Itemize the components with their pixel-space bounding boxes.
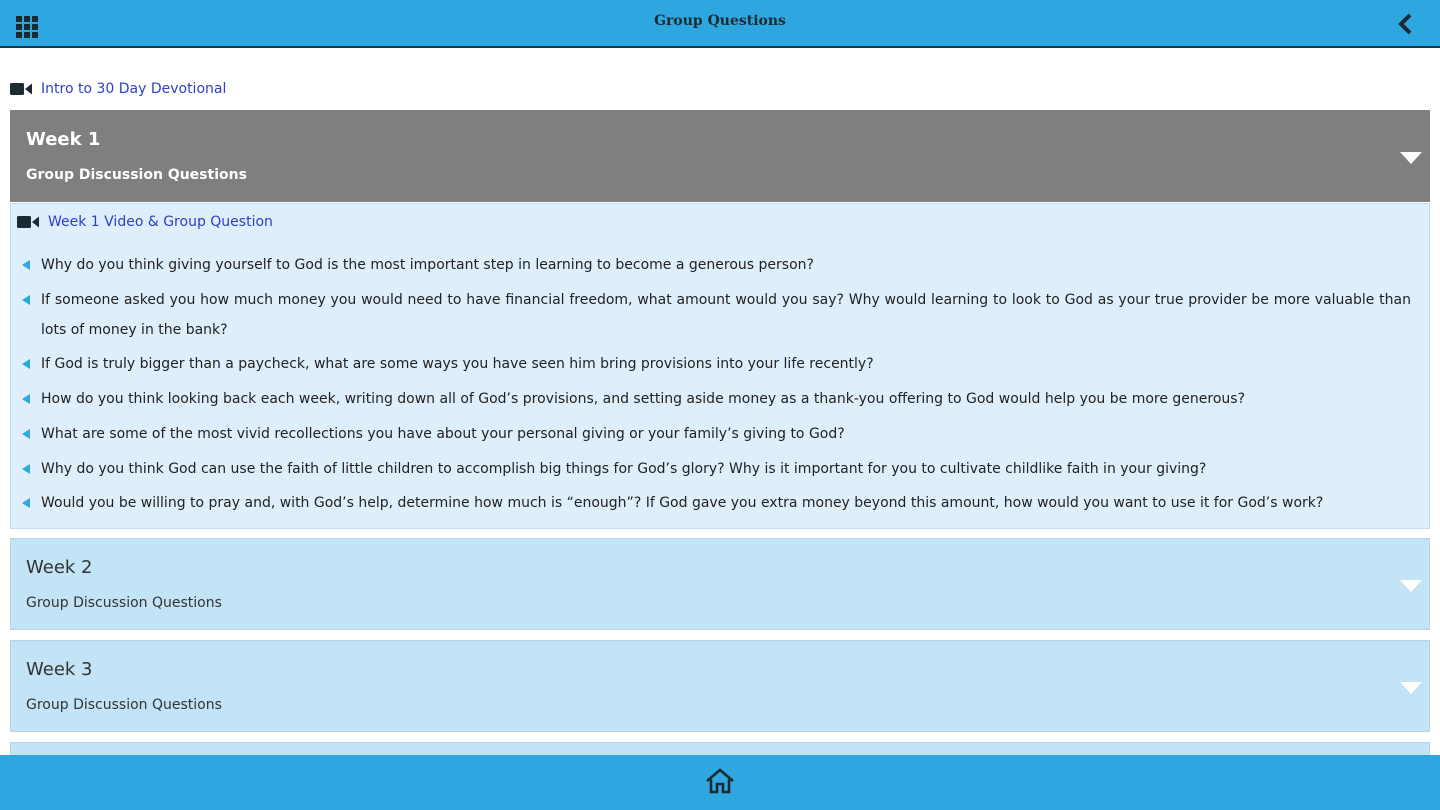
question-item [11,488,1431,518]
week-1-video-link-text: Week 1 Video & Group Question [48,214,273,230]
bottom-bar [0,755,1440,810]
triangle-left-icon [22,464,30,474]
week-title: Week 3 [26,659,93,680]
home-icon[interactable] [705,767,735,795]
question-item [11,454,1431,484]
intro-link-text: Intro to 30 Day Devotional [41,81,227,97]
question-item [11,419,1431,449]
question-text: If God is truly bigger than a paycheck, what are some ways you have seen him bring provisions into your life recently? [41,356,874,372]
triangle-left-icon [22,429,30,439]
week-subtitle: Group Discussion Questions [26,697,222,713]
question-text: Why do you think giving yourself to God is the most important step in learning to become a generous person? [41,257,814,273]
triangle-left-icon [22,295,30,305]
question-item [11,285,1431,345]
question-item [11,384,1431,414]
question-item [11,349,1431,379]
question-text: What are some of the most vivid recollections you have about your personal giving or your family’s giving to God? [41,426,845,442]
week-1-header[interactable] [10,110,1430,202]
question-text: Why do you think God can use the faith of little children to accomplish big things for God’s glory? Why is it important for you to cultivate childlike faith in your giving? [41,461,1207,477]
question-text: How do you think looking back each week, writing down all of God’s provisions, and setting aside money as a thank-you offering to God would help you be more generous? [41,391,1246,407]
chevron-left-icon[interactable] [1396,12,1414,36]
question-item [11,250,1431,280]
week-subtitle: Group Discussion Questions [26,595,222,611]
week-3-header[interactable] [10,640,1430,732]
week-4-header-partial[interactable] [10,742,1430,755]
caret-down-icon [1400,151,1422,165]
intro-video-link[interactable] [10,80,226,98]
top-bar [0,0,1440,48]
caret-down-icon [1400,681,1422,695]
question-text: Would you be willing to pray and, with God’s help, determine how much is “enough”? If God gave you extra money beyond this amount, how would you want to use it for God’s work? [41,495,1324,511]
caret-down-icon [1400,579,1422,593]
video-camera-icon [10,82,32,96]
triangle-left-icon [22,394,30,404]
video-camera-icon [17,215,39,229]
triangle-left-icon [22,359,30,369]
triangle-left-icon [22,260,30,270]
question-text: If someone asked you how much money you would need to have financial freedom, what amount would you say? Why would learning to look to God as your true provider be more valuable than lots of money in the bank? [41,292,1411,338]
page-title: Group Questions [654,13,786,29]
week-1-video-link[interactable] [17,214,273,230]
week-2-header[interactable] [10,538,1430,630]
week-subtitle: Group Discussion Questions [26,167,247,183]
triangle-left-icon [22,498,30,508]
week-title: Week 2 [26,557,93,578]
week-1-panel [10,203,1430,529]
week-title: Week 1 [26,129,101,150]
